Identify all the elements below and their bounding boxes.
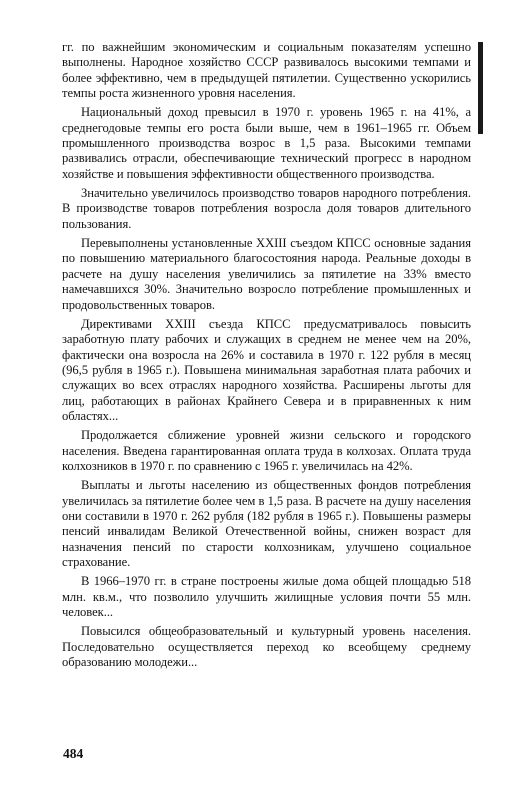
paragraph-3: Значительно увеличилось производство товаров народного потребления. В производстве товаров потребления возросла доля товаров длительного пользования. — [62, 186, 471, 231]
paragraph-5: Директивами XXIII съезда КПСС предусматривалось повысить заработную плату рабочих и служащих в среднем не менее чем на 20%, фактически она возросла на 26% и составила в 1970 г. 122 рубля в месяц (96,5 рубля в 1965 г.). Повышена минимальная заработная плата рабочих и служащих во всех отраслях народного хозяйства. Расширены льготы для лиц, работающих в районах Крайнего Севера и в приравненных к ним областях... — [62, 316, 471, 423]
paragraph-2: Национальный доход превысил в 1970 г. уровень 1965 г. на 41%, а среднегодовые темпы его роста были выше, чем в 1961–1965 гг. Объем промышленного производства возрос в 1,5 раза. Высокими темпами развивались отрасли, обеспечивающие технический прогресс в народном хозяйстве и повышения эффективности общественного производства. — [62, 105, 471, 181]
paragraph-6: Продолжается сближение уровней жизни сельского и городского населения. Введена гарантированная оплата труда в колхозах. Оплата труда колхозников в 1970 г. по сравнению с 1965 г. увеличилась на 42%. — [62, 428, 471, 473]
paragraph-8: В 1966–1970 гг. в стране построены жилые дома общей площадью 518 млн. кв.м., что позволило улучшить жилищные условия почти 55 млн. человек... — [62, 574, 471, 620]
paragraph-4: Перевыполнены установленные XXIII съездом КПСС основные задания по повышению материального благосостояния народа. Реальные доходы в расчете на душу населения увеличились за пятилетие на 33% вместо намечавшихся 30%. Значительно возросло потребление промышленных и продовольственных товаров. — [62, 236, 471, 312]
binding-shadow — [478, 42, 483, 134]
paragraph-1: гг. по важнейшим экономическим и социальным показателям успешно выполнены. Народное хозяйство СССР развивалось высокими темпами и более эффективно, чем в предыдущей пятилетии. Существенно ускорились темпы роста жизненного уровня населения. — [62, 40, 471, 101]
page-number: 484 — [63, 746, 84, 761]
body-text — [62, 40, 471, 674]
paragraph-7: Выплаты и льготы населению из общественных фондов потребления увеличилась за пятилетие более чем в 1,5 раза. В расчете на душу населения они составили в 1970 г. 262 рубля (182 рубля в 1965 г.). Повышены размеры пенсий инвалидам Великой Отечественной войны, снижен возраст для назначения пенсий по старости колхозникам, улучшено социальное страхование. — [62, 478, 471, 569]
paragraph-9: Повысился общеобразовательный и культурный уровень населения. Последовательно осуществляется переход ко всеобщему среднему образованию молодежи... — [62, 624, 471, 670]
